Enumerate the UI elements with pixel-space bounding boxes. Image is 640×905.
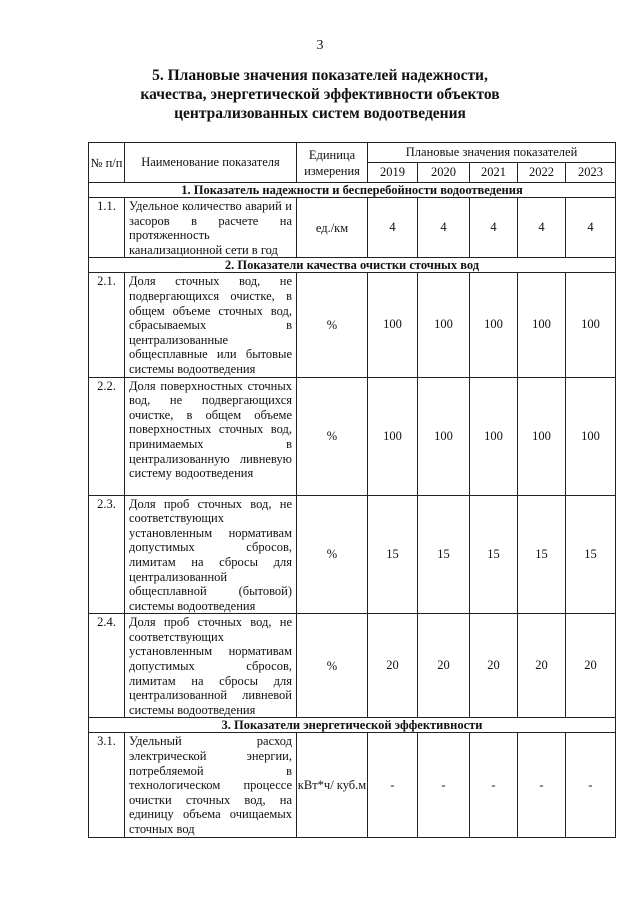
row-value: 20 <box>418 614 470 718</box>
table-row <box>89 733 616 837</box>
header-planned: Плановые значения показателей <box>368 143 616 163</box>
row-value: - <box>368 733 418 837</box>
row-value: 4 <box>418 198 470 258</box>
row-value: 15 <box>566 495 616 614</box>
row-unit: % <box>297 495 368 614</box>
row-value: 100 <box>418 273 470 377</box>
row-num: 1.1. <box>89 198 125 258</box>
row-name: Доля проб сточных вод, не соответствующих установленным нормативам допустимых сбросов, лимитам на сбросы для централизованной общесплавной (бытовой) системы водоотведения <box>125 495 297 614</box>
row-name: Доля сточных вод, не подвергающихся очистке, в общем объеме сточных вод, сбрасываемых в централизованные общесплавные или бытовые системы водоотведения <box>125 273 297 377</box>
row-value: 100 <box>470 377 518 495</box>
row-num: 2.2. <box>89 377 125 495</box>
row-value: 100 <box>518 273 566 377</box>
row-unit: ед./км <box>297 198 368 258</box>
row-unit: кВт*ч/ куб.м <box>297 733 368 837</box>
page-number: 3 <box>316 38 324 53</box>
row-value: 15 <box>418 495 470 614</box>
row-value: 100 <box>418 377 470 495</box>
row-value: 20 <box>518 614 566 718</box>
row-value: 100 <box>368 377 418 495</box>
header-year: 2021 <box>470 163 518 183</box>
header-year: 2023 <box>566 163 616 183</box>
header-num: № п/п <box>89 143 125 183</box>
title-line-1: 5. Плановые значения показателей надежности, <box>152 67 488 84</box>
header-year: 2019 <box>368 163 418 183</box>
row-value: 20 <box>368 614 418 718</box>
row-value: - <box>566 733 616 837</box>
section-title: 1. Показатель надежности и бесперебойности водоотведения <box>89 183 616 198</box>
row-name: Доля поверхностных сточных вод, не подвергающихся очистке, в общем объеме поверхностных сточных вод, принимаемых в централизованную ливневую систему водоотведения <box>125 377 297 495</box>
section-title: 2. Показатели качества очистки сточных вод <box>89 258 616 273</box>
row-value: 4 <box>368 198 418 258</box>
title-line-3: централизованных систем водоотведения <box>174 105 466 122</box>
row-value: 100 <box>518 377 566 495</box>
row-value: 20 <box>566 614 616 718</box>
row-value: - <box>518 733 566 837</box>
row-name: Удельный расход электрической энергии, потребляемой в технологическом процессе очистки сточных вод, на единицу объема очищаемых сточных вод <box>125 733 297 837</box>
row-unit: % <box>297 614 368 718</box>
row-unit: % <box>297 273 368 377</box>
row-value: 4 <box>518 198 566 258</box>
row-value: 100 <box>566 273 616 377</box>
row-num: 2.1. <box>89 273 125 377</box>
table-row <box>89 273 616 377</box>
row-value: - <box>470 733 518 837</box>
row-value: 100 <box>470 273 518 377</box>
table-row <box>89 614 616 718</box>
row-num: 2.3. <box>89 495 125 614</box>
row-name: Доля проб сточных вод, не соответствующих установленным нормативам допустимых сбросов, лимитам на сбросы для централизованной ливневой системы водоотведения <box>125 614 297 718</box>
title-line-2: качества, энергетической эффективности объектов <box>140 86 500 103</box>
row-value: 15 <box>518 495 566 614</box>
table-row <box>89 198 616 258</box>
row-num: 3.1. <box>89 733 125 837</box>
header-year: 2022 <box>518 163 566 183</box>
header-unit: Единица измерения <box>297 143 368 183</box>
row-num: 2.4. <box>89 614 125 718</box>
row-value: 4 <box>566 198 616 258</box>
row-value: 100 <box>566 377 616 495</box>
section-title: 3. Показатели энергетической эффективности <box>89 718 616 733</box>
row-name: Удельное количество аварий и засоров в расчете на протяженность канализационной сети в год <box>125 198 297 258</box>
document-title <box>0 66 640 123</box>
row-unit: % <box>297 377 368 495</box>
row-value: 100 <box>368 273 418 377</box>
row-value: - <box>418 733 470 837</box>
indicators-table <box>88 142 616 838</box>
table-row <box>89 495 616 614</box>
row-value: 4 <box>470 198 518 258</box>
header-name: Наименование показателя <box>125 143 297 183</box>
row-value: 15 <box>368 495 418 614</box>
row-value: 15 <box>470 495 518 614</box>
table-row <box>89 377 616 495</box>
header-year: 2020 <box>418 163 470 183</box>
row-value: 20 <box>470 614 518 718</box>
